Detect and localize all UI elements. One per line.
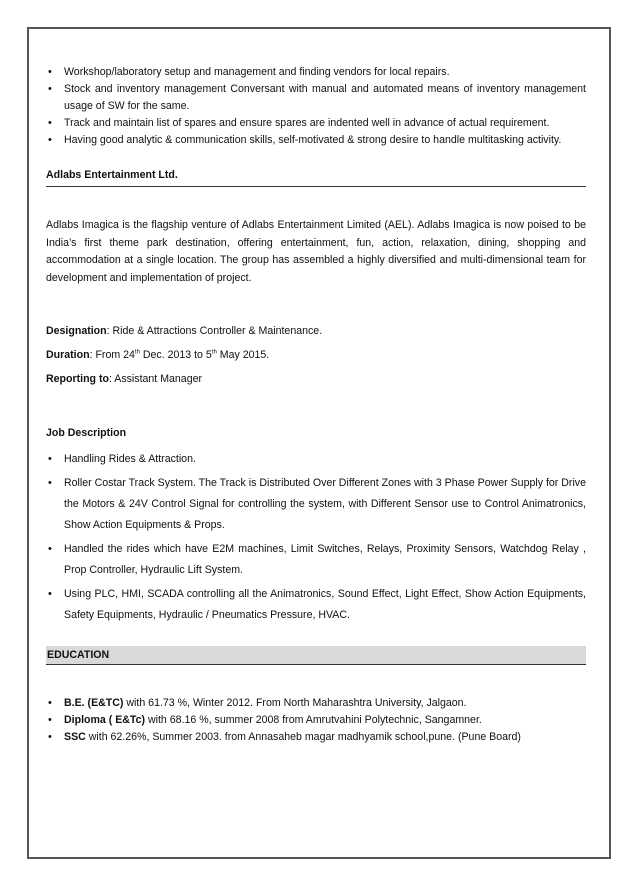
job-description-list [46,449,586,626]
list-item: • Roller Costar Track System. The Track is Distributed Over Different Zones with 3 Phase Power Supply for Drive the Motors & 24V Control Signal for controlling the system, with Different Sensor use to Control Animatronics, Show Action Equipments & Props. [46,473,586,536]
degree-detail: with 68.16 %, summer 2008 from Amrutvahini Polytechnic, Sangamner. [145,714,482,726]
duration-label: Duration [46,349,90,361]
education-heading [46,646,586,665]
list-item: • Handled the rides which have E2M machines, Limit Switches, Relays, Proximity Sensors, Watchdog Relay , Prop Controller, Hydraulic Lift System. [46,539,586,581]
reporting-value: : Assistant Manager [108,373,203,385]
duration-to-sup: th [211,349,217,356]
reporting-line [46,373,586,385]
degree: B.E. (E&TC) [64,697,124,709]
company-name: Adlabs Entertainment Ltd. [46,169,178,181]
duration-from: : From 24 [89,349,135,361]
duration-line [46,349,586,361]
list-item: • Having good analytic & communication skills, self-motivated & strong desire to handle multitasking activity. [46,132,586,149]
list-item [46,695,586,712]
company-description: Adlabs Imagica is the flagship venture of Adlabs Entertainment Limited (AEL). Adlabs Imagica is now poised to be India’s first theme park destination, offering entertainment, fun, action, relaxation, dining, shopping and accommodation at a single location. The group has assembled a highly diversified and multi-dimensional team for development and implementation of project. [46,219,586,284]
duration-from-sup: th [134,349,140,356]
skills-list [46,64,586,149]
degree: Diploma ( E&Tc) [64,714,146,726]
list-item: • Stock and inventory management Conversant with manual and automated means of inventory management usage of SW for the same. [46,81,586,115]
designation-line [46,325,586,337]
duration-to: May 2015. [216,349,270,361]
education-title: EDUCATION [47,649,110,661]
degree-detail: with 62.26%, Summer 2003. from Annasaheb magar madhyamik school,pune. (Pune Board) [85,731,521,743]
company-heading [46,169,586,187]
list-item: • Handling Rides & Attraction. [46,449,586,470]
resume-page [46,64,586,746]
reporting-label: Reporting to [46,373,109,385]
education-list [46,695,586,746]
list-item: • Using PLC, HMI, SCADA controlling all the Animatronics, Sound Effect, Light Effect, Show Action Equipments, Safety Equipments, Hydraulic / Pneumatics Pressure, HVAC. [46,584,586,626]
list-item: • Workshop/laboratory setup and management and finding vendors for local repairs. [46,64,586,81]
list-item: • Track and maintain list of spares and ensure spares are indented well in advance of actual requirement. [46,115,586,132]
designation-label: Designation [46,325,107,337]
list-item [46,712,586,729]
degree: SSC [64,731,86,743]
list-item [46,729,586,746]
degree-detail: with 61.73 %, Winter 2012. From North Maharashtra University, Jalgaon. [123,697,467,709]
designation-value: : Ride & Attractions Controller & Maintenance. [106,325,323,337]
job-description-title: Job Description [46,427,127,439]
duration-mid: Dec. 2013 to 5 [139,349,212,361]
